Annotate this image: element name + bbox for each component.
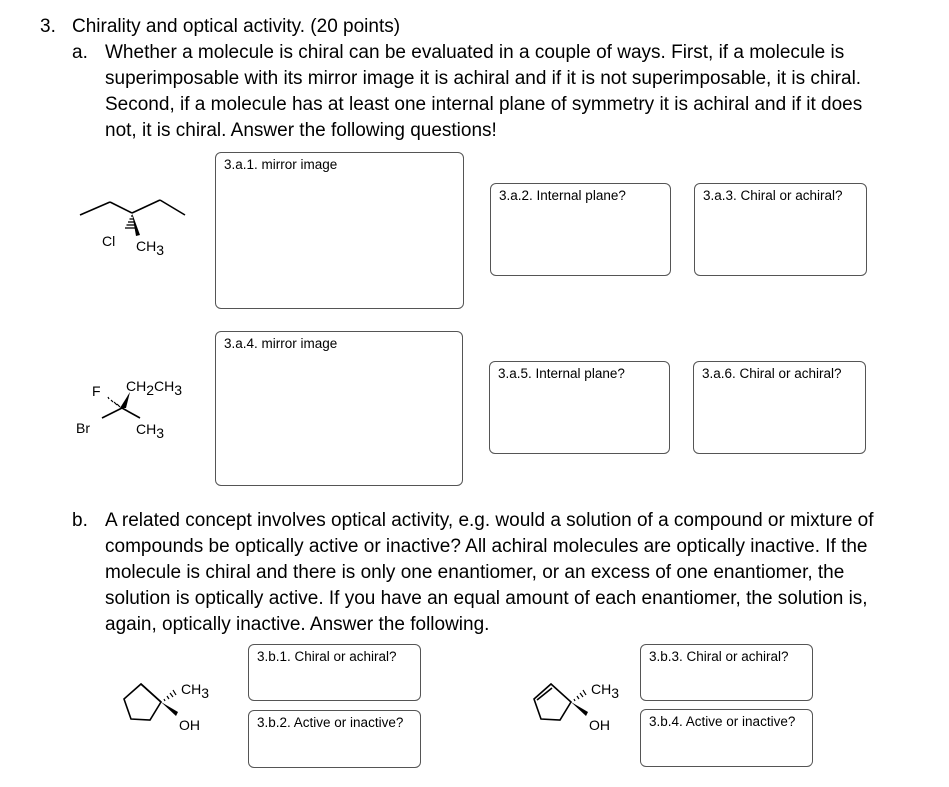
part-a-letter: a. — [72, 42, 88, 63]
oh-label: OH — [179, 717, 200, 733]
box-label: 3.b.2. Active or inactive? — [257, 715, 404, 730]
answer-box-3b4[interactable] — [640, 709, 813, 767]
answer-box-3a2[interactable] — [490, 183, 671, 276]
ch3-label: CH3 — [181, 681, 210, 701]
part-a-line-3: Second, if a molecule has at least one internal plane of symmetry it is achiral and if it does — [105, 94, 863, 115]
question-title: Chirality and optical activity. (20 points) — [72, 16, 401, 37]
f-label: F — [92, 383, 101, 399]
answer-box-3b2[interactable] — [248, 710, 421, 768]
box-label: 3.a.3. Chiral or achiral? — [703, 188, 843, 203]
cl-label: Cl — [102, 233, 116, 249]
ch3-label: CH3 — [591, 681, 620, 701]
box-label: 3.b.3. Chiral or achiral? — [649, 649, 789, 664]
part-b-line-3: molecule is chiral and there is only one enantiomer, or an excess of one enantiomer, the — [105, 562, 845, 583]
molecule-b1 — [115, 670, 235, 750]
part-b-line-2: compounds be optically active or inactive? All achiral molecules are optically inactive. If the — [105, 536, 868, 557]
question-number: 3. — [40, 16, 56, 37]
box-label: 3.a.1. mirror image — [224, 157, 338, 172]
part-b-letter: b. — [72, 510, 88, 531]
part-a-line-2: superimposable with its mirror image it is achiral and if it is not superimposable, it is chiral. — [105, 68, 862, 89]
box-label: 3.a.4. mirror image — [224, 336, 338, 351]
answer-box-3a3[interactable] — [694, 183, 867, 276]
part-b-line-1: A related concept involves optical activity, e.g. would a solution of a compound or mixture of — [105, 510, 874, 531]
methyl-label: CH3 — [136, 421, 165, 441]
answer-box-3a1[interactable] — [215, 152, 464, 309]
answer-box-3a4[interactable] — [215, 331, 463, 486]
molecule-b2 — [525, 670, 645, 750]
answer-box-3b1[interactable] — [248, 644, 421, 701]
box-label: 3.a.5. Internal plane? — [498, 366, 625, 381]
answer-box-3a6[interactable] — [693, 361, 866, 454]
part-b-text — [105, 508, 940, 638]
molecule-a2 — [72, 370, 212, 450]
br-label: Br — [76, 420, 90, 436]
part-a-line-4: not, it is chiral. Answer the following questions! — [105, 120, 497, 141]
oh-label: OH — [589, 717, 610, 733]
box-label: 3.b.1. Chiral or achiral? — [257, 649, 397, 664]
molecule-a1 — [70, 185, 200, 265]
answer-box-3a5[interactable] — [489, 361, 670, 454]
part-a-text — [105, 40, 935, 144]
box-label: 3.b.4. Active or inactive? — [649, 714, 796, 729]
box-label: 3.a.6. Chiral or achiral? — [702, 366, 842, 381]
ch3-label: CH3 — [136, 238, 165, 258]
answer-box-3b3[interactable] — [640, 644, 813, 701]
ethyl-label: CH2CH3 — [126, 378, 183, 398]
part-a-line-1: Whether a molecule is chiral can be evaluated in a couple of ways. First, if a molecule is — [105, 42, 845, 63]
part-b-line-4: solution is optically active. If you have an equal amount of each enantiomer, the solution is, — [105, 588, 868, 609]
box-label: 3.a.2. Internal plane? — [499, 188, 626, 203]
part-b-line-5: again, optically inactive. Answer the following. — [105, 614, 490, 635]
